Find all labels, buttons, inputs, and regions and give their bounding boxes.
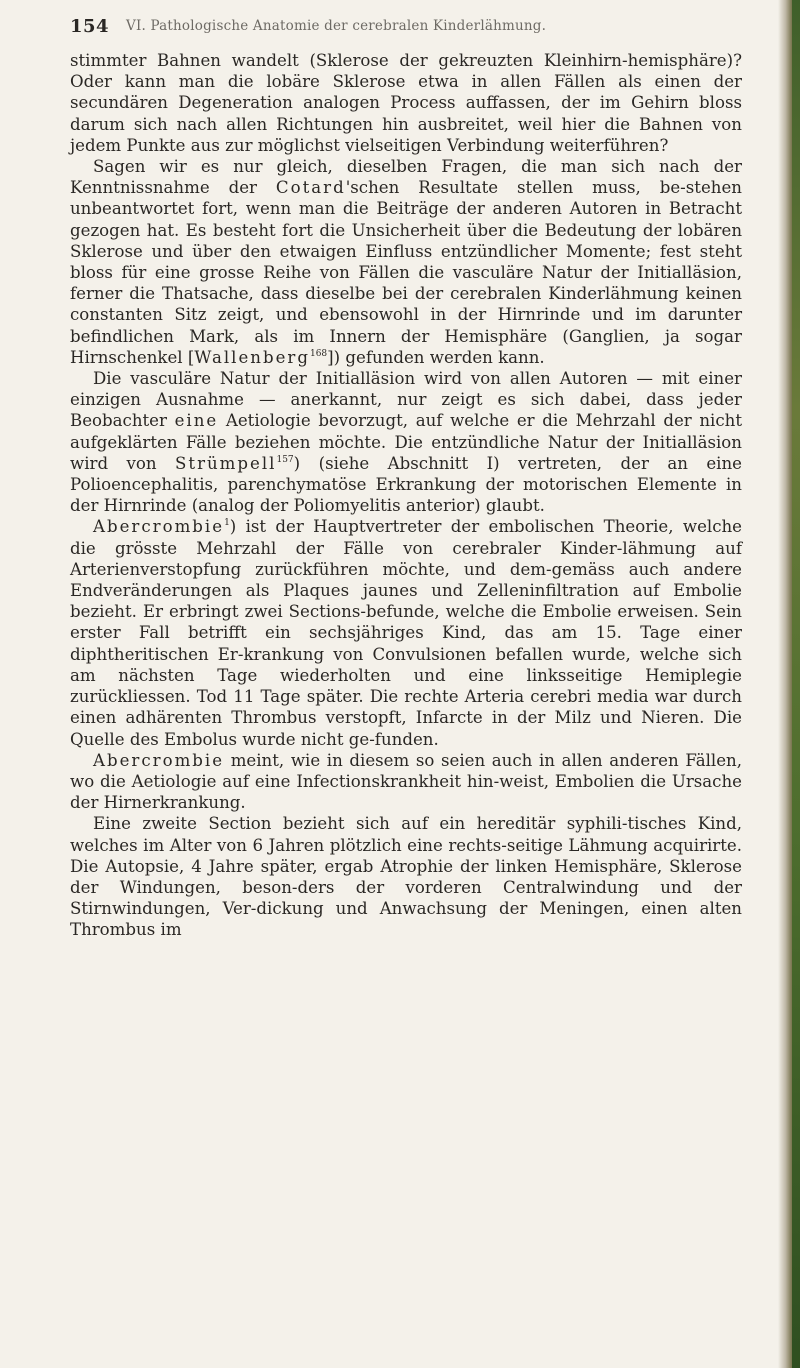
- author-abercrombie: Abercrombie: [93, 517, 225, 537]
- paragraph-3: [70, 368, 742, 516]
- paragraph-2-text-a: Sagen wir es nur gleich, dieselben Fragen, die man sich nach der Kenntnissnahme der: [70, 157, 742, 198]
- book-cover-edge: [792, 0, 800, 1368]
- author-wallenberg: Wallenberg: [194, 347, 310, 367]
- emphasis-eine: eine: [174, 411, 219, 431]
- paragraph-1: stimmter Bahnen wandelt (Sklerose der gekreuzten Kleinhirn-hemisphäre)? Oder kann man die lobäre Sklerose etwa in allen Fällen als einen der secundären Degeneration analogen Process auffassen, der im Gehirn bloss darum sich nach allen Richtungen hin ausbreitet, weil hier die Bahnen von jedem Punkte aus zur möglichst vielseitigen Verbindung weiterführen?: [70, 51, 742, 155]
- page-number: 154: [70, 16, 110, 37]
- paragraph-5-text-a: meint, wie in diesem so seien auch in allen anderen Fällen, wo die Aetiologie auf eine Infectionskrankheit hin-weist, Embolien die Ursache der Hirnerkrankung.: [70, 750, 742, 813]
- reference-struempell: 157: [276, 454, 294, 465]
- reference-wallenberg: 168: [309, 348, 328, 359]
- page-header: [70, 8, 750, 38]
- paragraph-2-text-b: 'schen Resultate stellen muss, be-stehen unbeantwortet fort, wenn man die Beiträge der anderen Autoren in Betracht gezogen hat. Es besteht fort die Unsicherheit über die Bedeutung der lobären Sklerose und über den etwaigen Einfluss entzündlicher Momente; fest steht bloss für eine grosse Reihe von Fällen die vasculäre Natur der Initialläsion, ferner die Thatsache, dass dieselbe bei der cerebralen Kinderlähmung keinen constanten Sitz zeigt, und ebensowohl in der Hirnrinde und im darunter befindlichen Mark, als im Innern der Hemisphäre (Ganglien, ja sogar Hirnschenkel [: [70, 178, 742, 367]
- running-title: VI. Pathologische Anatomie der cerebralen Kinderlähmung.: [126, 18, 547, 34]
- author-abercrombie-2: Abercrombie: [93, 750, 225, 770]
- paragraph-4-text-a: ) ist der Hauptvertreter der embolischen Theorie, welche die grösste Mehrzahl der Fälle von cerebraler Kinder-lähmung auf Arterienverstopfung zurückführen möchte, und dem-gemäss auch andere Endveränderungen als Plaques jaunes und Zelleninfiltration auf Embolie bezieht. Er erbringt zwei Sections-befunde, welche die Embolie erweisen. Sein erster Fall betrifft ein sechsjähriges Kind, das am 15. Tage einer diphtheritischen Er-krankung von Convulsionen befallen wurde, welche sich am nächsten Tage wiederholten und eine linksseitige Hemiplegie zurückliessen. Tod 11 Tage später. Die rechte Arteria cerebri media war durch einen adhärenten Thrombus verstopft, Infarcte in der Milz und Nieren. Die Quelle des Embolus wurde nicht ge-funden.: [70, 517, 742, 749]
- paragraph-2-text-c: ]) gefunden werden kann.: [327, 347, 545, 367]
- paragraph-2: [70, 156, 742, 368]
- paragraph-4: [70, 516, 742, 749]
- paragraph-6: Eine zweite Section bezieht sich auf ein hereditär syphili-tisches Kind, welches im Alter von 6 Jahren plötzlich eine rechts-seitige Lähmung acquirirte. Die Autopsie, 4 Jahre später, ergab Atrophie der linken Hemisphäre, Sklerose der Windungen, beson-ders der vorderen Centralwindung und der Stirnwindungen, Ver-dickung und Anwachsung der Meningen, einen alten Thrombus im: [70, 814, 742, 940]
- paragraph-3-text-a: Die vasculäre Natur der Initialläsion wird von allen Autoren — mit einer einzigen Ausnahme — anerkannt, nur zeigt es sich dabei, dass jeder Beobachter: [70, 369, 742, 431]
- author-struempell: Strümpell: [175, 453, 277, 473]
- paragraph-3-text-c: ) (siehe Abschnitt I) vertreten, der an eine Polioencephalitis, parenchymatöse Erkrankung der motorischen Elemente in der Hirnrinde (analog der Poliomyelitis anterior) glaubt.: [70, 453, 742, 516]
- reference-abercrombie: 1: [224, 518, 230, 529]
- body-text: [70, 50, 742, 941]
- author-cotard: Cotard: [275, 178, 346, 198]
- paragraph-3-text-b: Aetiologie bevorzugt, auf welche er die Mehrzahl der nicht aufgeklärten Fälle beziehen möchte. Die entzündliche Natur der Initialläsion wird von: [70, 411, 742, 473]
- paragraph-5: [70, 750, 742, 814]
